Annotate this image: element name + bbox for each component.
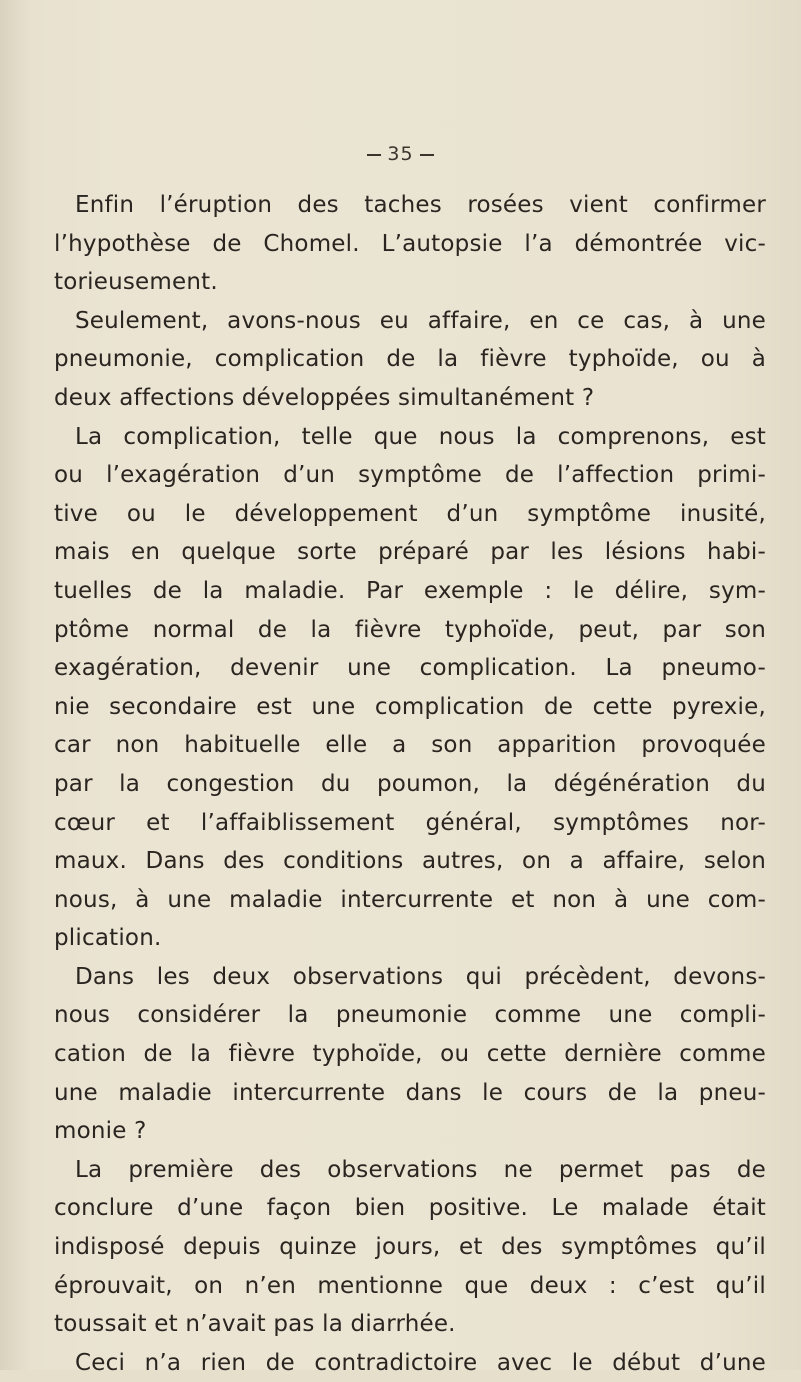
text-line: une maladie intercurrente dans le cours de la pneu- [54, 1079, 766, 1106]
text-line: car non habituelle elle a son apparition provoquée [54, 732, 766, 759]
text-line: maux. Dans des conditions autres, on a affaire, selon [54, 848, 766, 875]
text-line: tive ou le développement d’un symptôme inusité, [54, 500, 766, 527]
text-line: nous, à une maladie intercurrente et non à une com- [54, 886, 766, 913]
text-line: éprouvait, on n’en mentionne que deux : c’est qu’il [54, 1272, 766, 1299]
text-line: cation de la fièvre typhoïde, ou cette dernière comme [54, 1041, 766, 1068]
text-line: cœur et l’affaiblissement général, symptômes nor- [54, 809, 766, 836]
text-line: toussait et n’avait pas la diarrhée. [54, 1311, 456, 1338]
text-line: pneumonie, complication de la fièvre typhoïde, ou à [54, 346, 766, 373]
text-line: La complication, telle que nous la comprenons, est [75, 423, 766, 450]
body-text [54, 186, 766, 1382]
text-line: exagération, devenir une complication. La pneumo- [54, 655, 766, 682]
page-number: 35 [0, 143, 801, 165]
text-line: La première des observations ne permet pas de [75, 1156, 766, 1183]
text-line: l’hypothèse de Chomel. L’autopsie l’a démontrée vic- [54, 230, 766, 257]
text-line: mais en quelque sorte préparé par les lésions habi- [54, 539, 766, 566]
text-line: ptôme normal de la fièvre typhoïde, peut, par son [54, 616, 766, 643]
text-line: nous considérer la pneumonie comme une compli- [54, 1002, 766, 1029]
text-line: Seulement, avons-nous eu affaire, en ce cas, à une [75, 307, 766, 334]
text-line: deux affections développées simultanément ? [54, 384, 595, 411]
text-line: torieusement. [54, 269, 218, 296]
text-line: Ceci n’a rien de contradictoire avec le début d’une [75, 1349, 766, 1376]
text-line: indisposé depuis quinze jours, et des symptômes qu’il [54, 1234, 766, 1261]
text-line: tuelles de la maladie. Par exemple : le délire, sym- [54, 577, 766, 604]
text-line: par la congestion du poumon, la dégénération du [54, 770, 766, 797]
text-line: conclure d’une façon bien positive. Le malade était [54, 1195, 766, 1222]
text-line: Enfin l’éruption des taches rosées vient confirmer [75, 192, 766, 218]
text-line: ou l’exagération d’un symptôme de l’affection primi- [54, 462, 766, 489]
text-line: Dans les deux observations qui précèdent, devons- [75, 963, 766, 990]
text-line: nie secondaire est une complication de cette pyrexie, [54, 693, 766, 720]
text-line: monie ? [54, 1118, 147, 1145]
text-line: plication. [54, 925, 162, 952]
